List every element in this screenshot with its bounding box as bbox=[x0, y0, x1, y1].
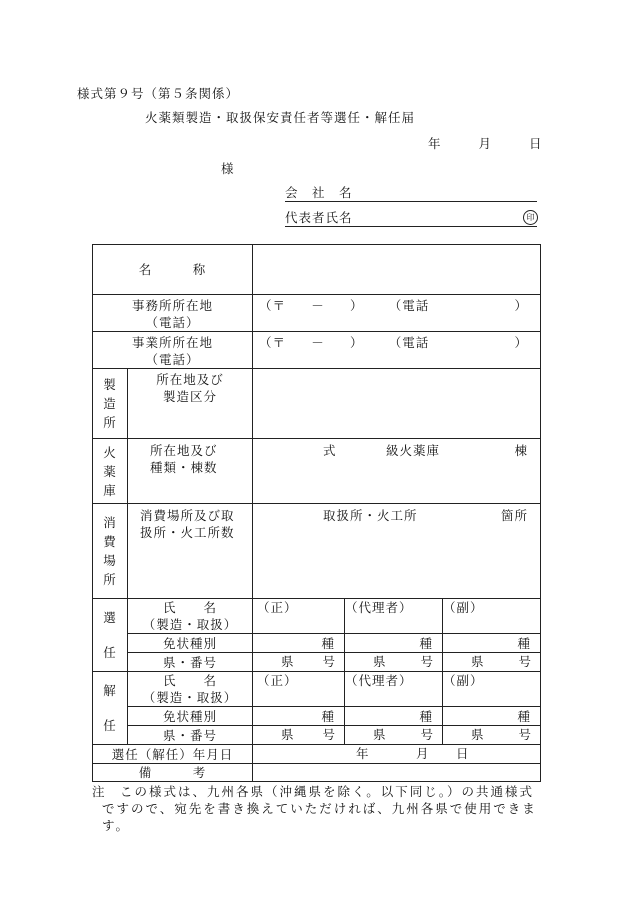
consumption-formula-count: 箇所 bbox=[501, 508, 529, 523]
name-label: 名 称 bbox=[93, 245, 253, 295]
dismiss-pref-vice bbox=[443, 726, 541, 745]
company-name-line bbox=[285, 201, 537, 202]
number-unit: 号 bbox=[420, 654, 435, 669]
side-char: 庫 bbox=[103, 482, 117, 498]
consumption-formula-place: 取扱所・火工所 bbox=[323, 508, 418, 523]
dismiss-pref-principal bbox=[253, 726, 345, 745]
dismiss-name-label-text: 氏 名 bbox=[163, 673, 218, 688]
manufacturing-label-line1: 所在地及び bbox=[156, 372, 224, 387]
number-unit: 号 bbox=[420, 727, 435, 742]
appoint-pref-row bbox=[93, 653, 541, 672]
appoint-pref-deputy bbox=[345, 653, 443, 672]
appoint-principal: （正） bbox=[253, 599, 345, 634]
number-unit: 号 bbox=[518, 727, 533, 742]
magazine-formula-count: 棟 bbox=[514, 443, 529, 458]
pref-unit: 県 bbox=[281, 654, 295, 669]
date-row bbox=[93, 745, 541, 764]
name-row bbox=[93, 245, 541, 295]
side-char: 解 bbox=[103, 683, 117, 698]
representative-line bbox=[285, 226, 537, 227]
remarks-label: 備 考 bbox=[93, 764, 253, 782]
name-value bbox=[253, 245, 541, 295]
postal-dash: － bbox=[311, 298, 325, 313]
phone-open: （電話 bbox=[388, 298, 430, 313]
office-address-value bbox=[253, 295, 541, 332]
postal-open: （〒 bbox=[259, 298, 287, 313]
dismiss-name-sub: （製造・取扱） bbox=[142, 690, 238, 705]
appoint-license-principal: 種 bbox=[253, 634, 345, 653]
side-char: 所 bbox=[103, 415, 117, 430]
footnote-lead: 注 bbox=[92, 784, 107, 799]
side-char: 薬 bbox=[103, 463, 117, 479]
date-row-day: 日 bbox=[456, 746, 470, 761]
business-address-row bbox=[93, 332, 541, 369]
dismiss-name-row bbox=[93, 672, 541, 707]
side-char: 任 bbox=[103, 718, 117, 733]
postal-close: ） bbox=[350, 335, 364, 350]
office-address-label-text: 事務所所在地 bbox=[132, 298, 214, 313]
appoint-side-label bbox=[93, 599, 128, 672]
dismiss-license-row bbox=[93, 707, 541, 726]
side-char: 任 bbox=[103, 645, 117, 660]
dismiss-license-deputy: 種 bbox=[345, 707, 443, 726]
date-row-label: 選任（解任）年月日 bbox=[93, 745, 253, 764]
pref-unit: 県 bbox=[373, 727, 387, 742]
magazine-formula-class: 級火薬庫 bbox=[386, 443, 441, 458]
magazine-label-line2: 種類・棟数 bbox=[150, 460, 218, 475]
phone-close: ） bbox=[514, 298, 529, 313]
consumption-side-label bbox=[93, 504, 128, 599]
business-address-label-text: 事業所所在地 bbox=[132, 335, 214, 350]
dismiss-pref-label: 県・番号 bbox=[128, 726, 253, 745]
phone-open: （電話 bbox=[388, 335, 430, 350]
pref-unit: 県 bbox=[373, 654, 387, 669]
appoint-license-label: 免状種別 bbox=[128, 634, 253, 653]
appoint-license-vice: 種 bbox=[443, 634, 541, 653]
consumption-label bbox=[128, 504, 253, 599]
date-year: 年 bbox=[428, 136, 442, 151]
postal-open: （〒 bbox=[259, 335, 287, 350]
form-title: 火薬類製造・取扱保安責任者等選任・解任届 bbox=[145, 110, 416, 125]
number-unit: 号 bbox=[518, 654, 533, 669]
side-char: 場 bbox=[103, 553, 117, 568]
business-phone-label-text: （電話） bbox=[145, 352, 200, 367]
consumption-label-line1: 消費場所及び取 bbox=[140, 508, 235, 523]
appoint-name-label bbox=[128, 599, 253, 634]
representative-label: 代表者氏名 bbox=[285, 210, 353, 225]
office-address-label bbox=[93, 295, 253, 332]
dismiss-license-label: 免状種別 bbox=[128, 707, 253, 726]
dismiss-deputy: （代理者） bbox=[345, 672, 443, 707]
pref-unit: 県 bbox=[281, 727, 295, 742]
magazine-side-label bbox=[93, 439, 128, 504]
date-day: 日 bbox=[529, 136, 543, 151]
appoint-deputy: （代理者） bbox=[345, 599, 443, 634]
number-unit: 号 bbox=[322, 727, 337, 742]
postal-dash: － bbox=[311, 335, 325, 350]
pref-unit: 県 bbox=[471, 727, 485, 742]
appoint-vice: （副） bbox=[443, 599, 541, 634]
dismiss-license-principal: 種 bbox=[253, 707, 345, 726]
pref-unit: 県 bbox=[471, 654, 485, 669]
side-char: 所 bbox=[103, 572, 117, 587]
dismiss-principal: （正） bbox=[253, 672, 345, 707]
dismiss-side-label bbox=[93, 672, 128, 745]
phone-close: ） bbox=[514, 335, 529, 350]
office-phone-label-text: （電話） bbox=[145, 315, 200, 330]
side-char: 火 bbox=[103, 444, 117, 460]
date-month: 月 bbox=[478, 136, 493, 151]
footnote bbox=[92, 783, 540, 834]
manufacturing-side-label bbox=[93, 369, 128, 439]
manufacturing-row bbox=[93, 369, 541, 439]
footnote-text: この様式は、九州各県（沖縄県を除く。以下同じ。）の共通様式ですので、宛先を書き換えていただければ、九州各県で使用できます。 bbox=[102, 784, 537, 833]
appoint-name-label-text: 氏 名 bbox=[163, 600, 218, 615]
postal-close: ） bbox=[350, 298, 364, 313]
date-row-value bbox=[253, 745, 541, 764]
magazine-label-line1: 所在地及び bbox=[150, 443, 218, 458]
manufacturing-value bbox=[253, 369, 541, 439]
notification-form-table bbox=[92, 244, 541, 782]
remarks-row bbox=[93, 764, 541, 782]
consumption-value bbox=[253, 504, 541, 599]
dismiss-vice: （副） bbox=[443, 672, 541, 707]
date-row-month: 月 bbox=[416, 746, 430, 761]
side-char: 消 bbox=[103, 515, 117, 530]
appoint-name-sub: （製造・取扱） bbox=[142, 617, 238, 632]
business-address-value bbox=[253, 332, 541, 369]
consumption-label-line2: 扱所・火工所数 bbox=[140, 525, 235, 540]
business-address-label bbox=[93, 332, 253, 369]
dismiss-name-label bbox=[128, 672, 253, 707]
magazine-formula-type: 式 bbox=[323, 443, 337, 458]
manufacturing-label bbox=[128, 369, 253, 439]
addressee-suffix: 様 bbox=[221, 161, 235, 176]
side-char: 費 bbox=[103, 534, 117, 549]
appoint-name-row bbox=[93, 599, 541, 634]
office-address-row bbox=[93, 295, 541, 332]
dismiss-license-vice: 種 bbox=[443, 707, 541, 726]
side-char: 選 bbox=[103, 610, 117, 625]
magazine-row bbox=[93, 439, 541, 504]
appoint-pref-label: 県・番号 bbox=[128, 653, 253, 672]
appoint-license-row bbox=[93, 634, 541, 653]
date-row-year: 年 bbox=[356, 746, 370, 761]
seal-mark-icon: 印 bbox=[523, 210, 538, 225]
magazine-label bbox=[128, 439, 253, 504]
consumption-row bbox=[93, 504, 541, 599]
form-number: 様式第９号（第５条関係） bbox=[77, 86, 240, 101]
magazine-value bbox=[253, 439, 541, 504]
side-char: 製 bbox=[103, 377, 117, 392]
submission-date bbox=[428, 136, 543, 152]
manufacturing-label-line2: 製造区分 bbox=[163, 389, 218, 404]
side-char: 造 bbox=[103, 396, 117, 411]
number-unit: 号 bbox=[322, 654, 337, 669]
appoint-license-deputy: 種 bbox=[345, 634, 443, 653]
dismiss-pref-deputy bbox=[345, 726, 443, 745]
appoint-pref-principal bbox=[253, 653, 345, 672]
appoint-pref-vice bbox=[443, 653, 541, 672]
remarks-value bbox=[253, 764, 541, 782]
dismiss-pref-row bbox=[93, 726, 541, 745]
company-name-label: 会 社 名 bbox=[285, 185, 353, 200]
